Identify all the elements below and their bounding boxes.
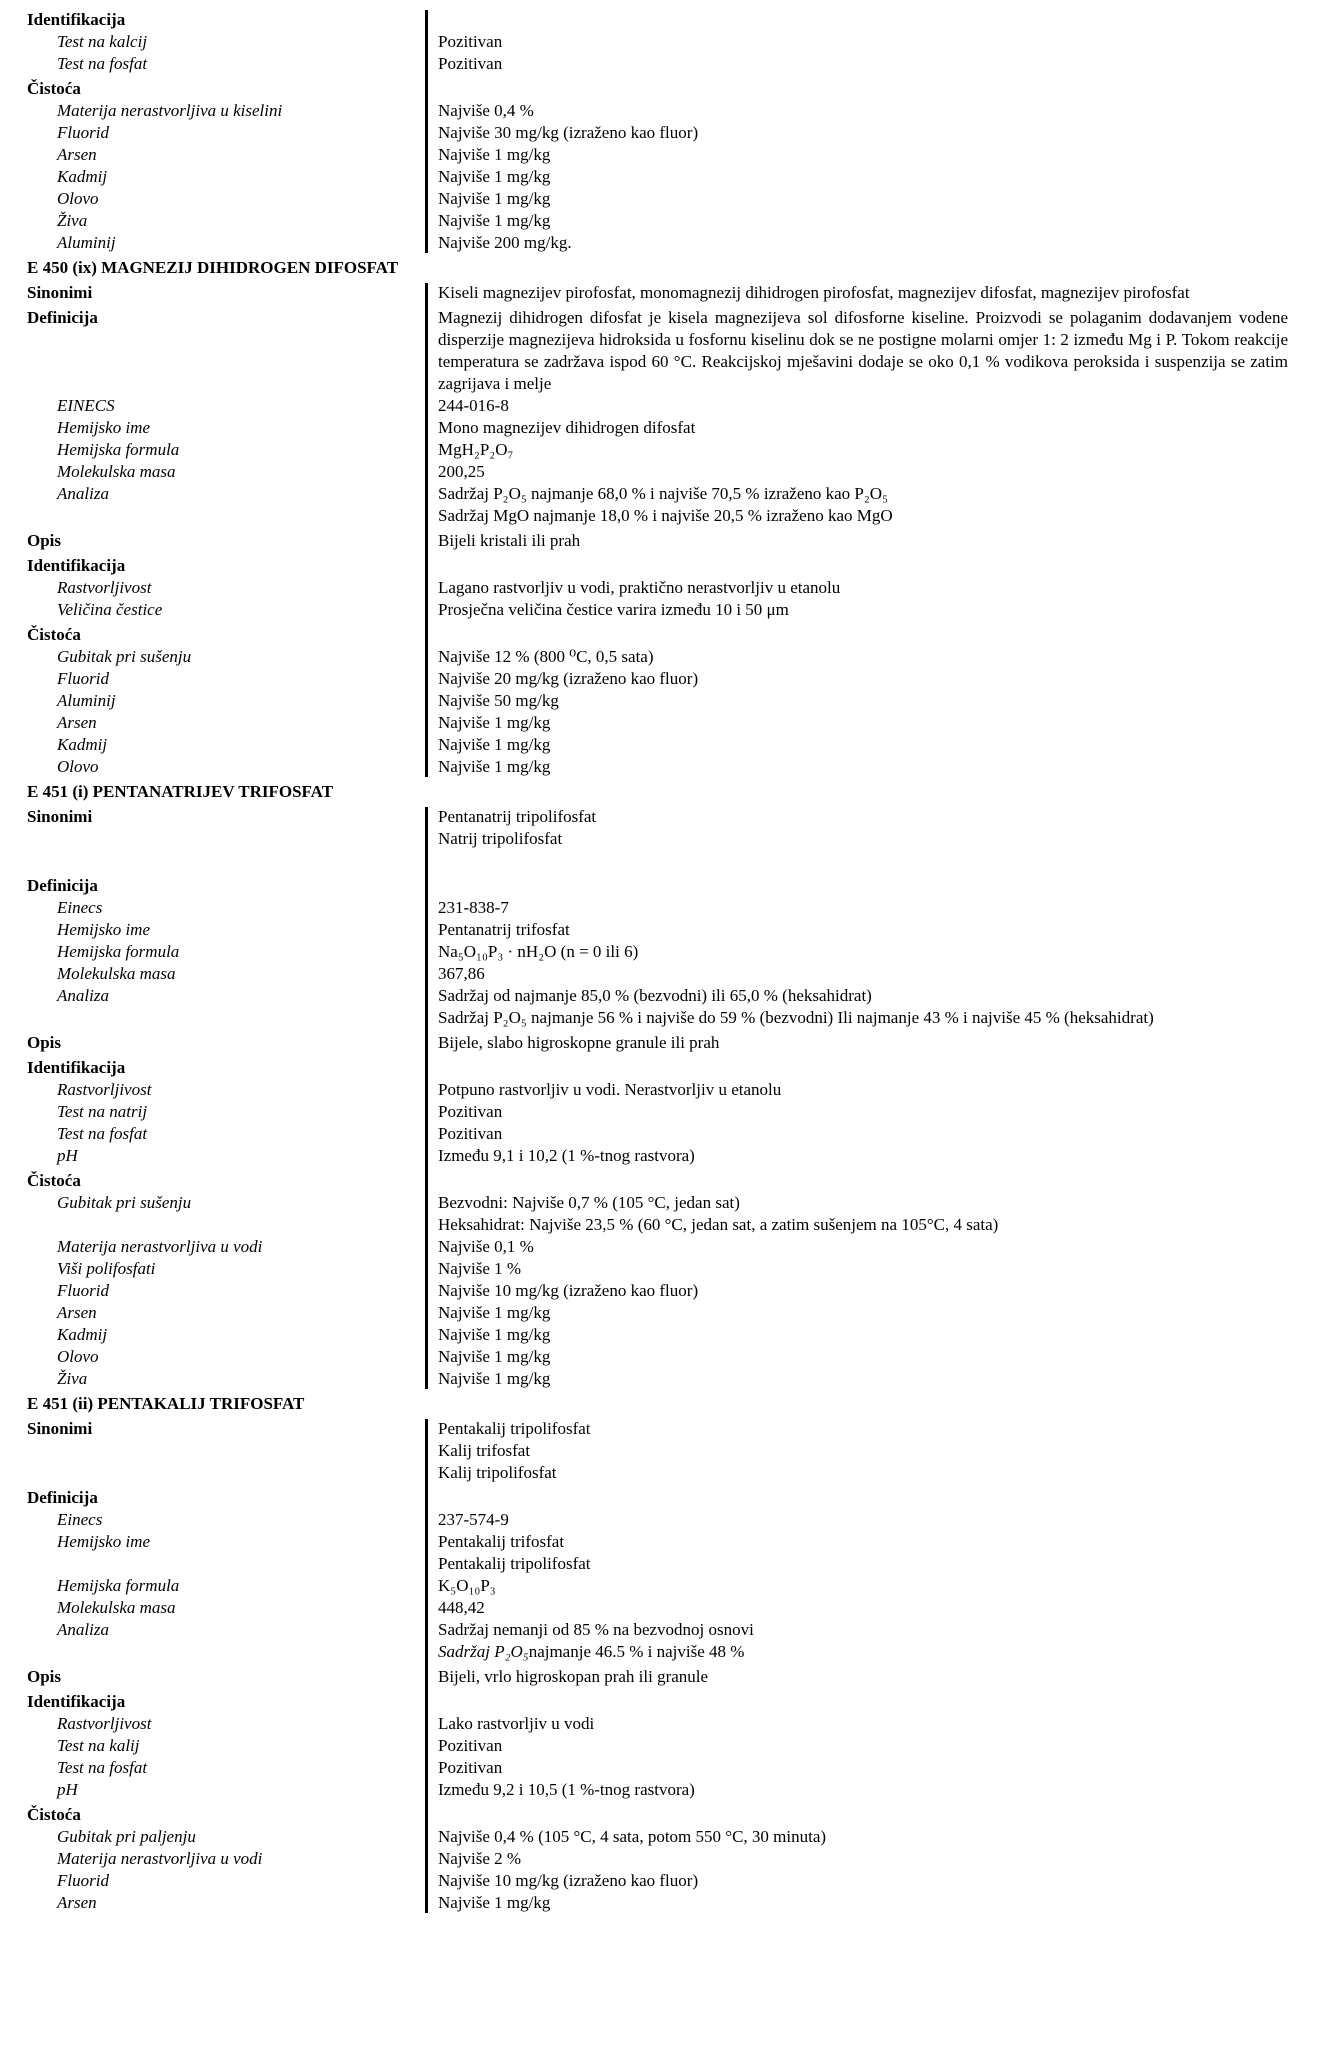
- spec-label: Gubitak pri sušenju: [57, 1193, 192, 1212]
- spec-row: [0, 690, 1340, 712]
- spec-label: pH: [57, 1146, 78, 1165]
- spec-value: Pozitivan: [438, 32, 503, 51]
- spec-label: [0, 1553, 425, 1575]
- spec-row: [0, 1531, 1340, 1553]
- spec-row: [0, 828, 1340, 850]
- spec-row: [0, 1145, 1340, 1167]
- spec-label: Kadmij: [57, 167, 108, 186]
- spec-row: [0, 395, 1340, 417]
- spec-value: Između 9,2 i 10,5 (1 %-tnog rastvora): [438, 1780, 695, 1799]
- spec-value: [425, 9, 1340, 31]
- spec-row: [0, 555, 1340, 577]
- spec-value: 231-838-7: [438, 898, 509, 917]
- spec-row: [0, 483, 1340, 505]
- spec-label: Analiza: [57, 1620, 109, 1639]
- spec-value: Lagano rastvorljiv u vodi, praktično nerastvorljiv u etanolu: [438, 578, 841, 597]
- spec-row: [0, 850, 1340, 872]
- spec-label: Sinonimi: [27, 1419, 93, 1438]
- spec-label: Test na kalij: [57, 1736, 140, 1755]
- spec-row: [0, 1487, 1340, 1509]
- spec-row: [0, 577, 1340, 599]
- spec-value: MgH₂P₂O₇: [438, 440, 514, 459]
- spec-label: Opis: [27, 1033, 62, 1052]
- spec-label: Molekulska masa: [57, 1598, 176, 1617]
- spec-row: [0, 439, 1340, 461]
- spec-label: Gubitak pri sušenju: [57, 647, 192, 666]
- spec-label: Čistoća: [27, 79, 81, 98]
- spec-value: 367,86: [438, 964, 485, 983]
- spec-label: [0, 1007, 425, 1029]
- spec-value: Najviše 30 mg/kg (izraženo kao fluor): [438, 123, 699, 142]
- section: [0, 806, 1340, 1390]
- spec-row: [0, 1302, 1340, 1324]
- spec-label: EINECS: [57, 396, 115, 415]
- additive-title: E 450 (ix) MAGNEZIJ DIHIDROGEN DIFOSFAT: [27, 258, 399, 277]
- spec-label: Arsen: [57, 145, 97, 164]
- spec-value: Bijeli kristali ili prah: [438, 531, 581, 550]
- spec-row: [0, 1553, 1340, 1575]
- spec-value: Najviše 2 %: [438, 1849, 522, 1868]
- spec-value: Najviše 1 mg/kg: [438, 713, 551, 732]
- column-separator-line: [425, 10, 428, 253]
- spec-value: Bijele, slabo higroskopne granule ili prah: [438, 1033, 720, 1052]
- spec-value: Najviše 1 mg/kg: [438, 1369, 551, 1388]
- spec-label: Fluorid: [57, 1281, 109, 1300]
- spec-row: [0, 624, 1340, 646]
- spec-label: [0, 1440, 425, 1462]
- spec-row: [0, 897, 1340, 919]
- spec-row: [0, 1848, 1340, 1870]
- spec-row: [0, 78, 1340, 100]
- spec-row: [0, 1057, 1340, 1079]
- spec-value: [425, 1691, 1340, 1713]
- spec-row: [0, 1440, 1340, 1462]
- spec-value: 200,25: [438, 462, 485, 481]
- spec-value: [425, 624, 1340, 646]
- additive-title: E 451 (i) PENTANATRIJEV TRIFOSFAT: [27, 782, 334, 801]
- spec-row: [0, 166, 1340, 188]
- spec-label: Definicija: [27, 1488, 98, 1507]
- spec-value: Najviše 0,1 %: [438, 1237, 534, 1256]
- spec-label: Arsen: [57, 1893, 97, 1912]
- spec-label: Test na fosfat: [57, 1758, 148, 1777]
- spec-value: Potpuno rastvorljiv u vodi. Nerastvorljiv u etanolu: [438, 1080, 782, 1099]
- spec-value: Sadržaj P₂O₅ najmanje 56 % i najviše do 59 % (bezvodni) Ili najmanje 43 % i najviše 45 % (heksahidrat): [438, 1008, 1154, 1027]
- spec-value: Kiseli magnezijev pirofosfat, monomagnezij dihidrogen pirofosfat, magnezijev difosfat, magnezijev pirofosfat: [438, 283, 1190, 302]
- spec-value: Mono magnezijev dihidrogen difosfat: [438, 418, 696, 437]
- spec-row: [0, 1007, 1340, 1029]
- spec-label: Analiza: [57, 484, 109, 503]
- spec-row: [0, 122, 1340, 144]
- spec-value: Pozitivan: [438, 1124, 503, 1143]
- spec-value: Pentakalij tripolifosfat: [438, 1419, 591, 1438]
- spec-row: [0, 188, 1340, 210]
- spec-label: Analiza: [57, 986, 109, 1005]
- spec-label: Olovo: [57, 189, 99, 208]
- spec-value: Najviše 1 mg/kg: [438, 1893, 551, 1912]
- spec-value: Između 9,1 i 10,2 (1 %-tnog rastvora): [438, 1146, 695, 1165]
- spec-value: Najviše 1 mg/kg: [438, 1303, 551, 1322]
- spec-row: [0, 1462, 1340, 1484]
- spec-row: [0, 1346, 1340, 1368]
- spec-label: Čistoća: [27, 1171, 81, 1190]
- spec-value: Sadržaj P₂O₅ najmanje 68,0 % i najviše 70,5 % izraženo kao P₂O₅: [438, 484, 889, 503]
- spec-value: 244-016-8: [438, 396, 509, 415]
- spec-row: [0, 1368, 1340, 1390]
- spec-row: [0, 1666, 1340, 1688]
- column-separator-line: [425, 807, 428, 1389]
- spec-row: [0, 985, 1340, 1007]
- spec-row: [0, 1870, 1340, 1892]
- spec-row: [0, 505, 1340, 527]
- spec-label: Aluminij: [57, 691, 116, 710]
- spec-value: Najviše 200 mg/kg.: [438, 233, 572, 252]
- spec-row: [0, 1735, 1340, 1757]
- spec-row: [0, 668, 1340, 690]
- spec-value: Najviše 10 mg/kg (izraženo kao fluor): [438, 1281, 699, 1300]
- spec-label: Opis: [27, 1667, 62, 1686]
- spec-label: Fluorid: [57, 669, 109, 688]
- spec-value: Sadržaj nemanji od 85 % na bezvodnoj osnovi: [438, 1620, 754, 1639]
- spec-label: Rastvorljivost: [57, 1080, 152, 1099]
- spec-label: Živa: [57, 1369, 88, 1388]
- spec-value: K₅O₁₀P₃: [438, 1576, 496, 1595]
- spec-value: Najviše 1 mg/kg: [438, 1347, 551, 1366]
- spec-value: Najviše 0,4 %: [438, 101, 534, 120]
- spec-label: Fluorid: [57, 1871, 109, 1890]
- spec-row: [0, 1826, 1340, 1848]
- spec-row: [0, 1280, 1340, 1302]
- spec-row: [0, 1619, 1340, 1641]
- spec-label: Materija nerastvorljiva u vodi: [57, 1237, 263, 1256]
- spec-label: Živa: [57, 211, 88, 230]
- spec-value: [425, 850, 1340, 872]
- spec-value: Najviše 1 mg/kg: [438, 167, 551, 186]
- spec-label: Identifikacija: [27, 10, 126, 29]
- spec-value: [425, 1170, 1340, 1192]
- spec-row: [0, 1575, 1340, 1597]
- spec-value: Pozitivan: [438, 1736, 503, 1755]
- spec-label: [0, 828, 425, 850]
- spec-row: [0, 1779, 1340, 1801]
- spec-row: [0, 1757, 1340, 1779]
- spec-row: [0, 307, 1340, 395]
- spec-row: [0, 530, 1340, 552]
- spec-label: Veličina čestice: [57, 600, 163, 619]
- spec-row: [0, 963, 1340, 985]
- spec-label: Definicija: [27, 308, 98, 327]
- spec-label: Kadmij: [57, 735, 108, 754]
- spec-row: [0, 646, 1340, 668]
- spec-row: [0, 1713, 1340, 1735]
- spec-value: Kalij trifosfat: [438, 1441, 531, 1460]
- spec-row: [0, 100, 1340, 122]
- spec-row: [0, 1214, 1340, 1236]
- spec-label: Rastvorljivost: [57, 1714, 152, 1733]
- spec-label: Hemijska formula: [57, 942, 180, 961]
- spec-value: Sadržaj od najmanje 85,0 % (bezvodni) ili 65,0 % (heksahidrat): [438, 986, 872, 1005]
- column-separator-line: [425, 283, 428, 777]
- spec-label: Hemijska formula: [57, 440, 180, 459]
- spec-row: [0, 599, 1340, 621]
- spec-value: [425, 1487, 1340, 1509]
- spec-label: Čistoća: [27, 1805, 81, 1824]
- spec-value: Najviše 1 mg/kg: [438, 189, 551, 208]
- spec-value: [425, 875, 1340, 897]
- spec-row: [0, 875, 1340, 897]
- spec-row: [0, 1258, 1340, 1280]
- spec-row: [0, 144, 1340, 166]
- spec-label: pH: [57, 1780, 78, 1799]
- spec-value: Pozitivan: [438, 54, 503, 73]
- spec-label: Viši polifosfati: [57, 1259, 156, 1278]
- spec-label: [0, 1462, 425, 1484]
- spec-value: Pozitivan: [438, 1758, 503, 1777]
- spec-row: [0, 734, 1340, 756]
- spec-label: Identifikacija: [27, 1058, 126, 1077]
- spec-row: [0, 941, 1340, 963]
- section: [0, 282, 1340, 778]
- spec-row: [0, 9, 1340, 31]
- spec-label: Identifikacija: [27, 556, 126, 575]
- spec-row: [0, 1032, 1340, 1054]
- spec-value: 237-574-9: [438, 1510, 509, 1529]
- spec-label: Materija nerastvorljiva u kiselini: [57, 101, 283, 120]
- spec-row: [0, 1324, 1340, 1346]
- spec-label: Test na fosfat: [57, 54, 148, 73]
- spec-row: [0, 282, 1340, 304]
- spec-label: Arsen: [57, 1303, 97, 1322]
- section: [0, 9, 1340, 254]
- spec-row: [0, 461, 1340, 483]
- spec-row: [0, 1892, 1340, 1914]
- spec-value: Najviše 1 mg/kg: [438, 145, 551, 164]
- spec-row: [0, 31, 1340, 53]
- spec-label: [0, 1641, 425, 1663]
- section: [0, 1418, 1340, 1914]
- spec-label: Gubitak pri paljenju: [57, 1827, 196, 1846]
- spec-row: [0, 756, 1340, 778]
- spec-label: Aluminij: [57, 233, 116, 252]
- spec-label: Identifikacija: [27, 1692, 126, 1711]
- spec-label: [0, 1214, 425, 1236]
- spec-value: [425, 78, 1340, 100]
- spec-label: Hemijsko ime: [57, 418, 151, 437]
- spec-row: [0, 417, 1340, 439]
- spec-label: Hemijska formula: [57, 1576, 180, 1595]
- spec-row: [0, 919, 1340, 941]
- spec-value-part: najmanje 46.5 % i najviše 48 %: [528, 1642, 745, 1661]
- spec-value: Bijeli, vrlo higroskopan prah ili granule: [438, 1667, 709, 1686]
- spec-label: Test na kalcij: [57, 32, 148, 51]
- spec-value: Pentakalij trifosfat: [438, 1532, 565, 1551]
- spec-label: Molekulska masa: [57, 462, 176, 481]
- spec-value: Lako rastvorljiv u vodi: [438, 1714, 595, 1733]
- spec-row: [0, 1641, 1340, 1663]
- spec-label: Rastvorljivost: [57, 578, 152, 597]
- spec-label: Kadmij: [57, 1325, 108, 1344]
- spec-label: Test na fosfat: [57, 1124, 148, 1143]
- spec-label: Sinonimi: [27, 283, 93, 302]
- spec-label: Hemijsko ime: [57, 920, 151, 939]
- spec-row: [0, 1170, 1340, 1192]
- spec-row: [0, 210, 1340, 232]
- spec-row: [0, 232, 1340, 254]
- spec-label: Sinonimi: [27, 807, 93, 826]
- spec-value: Najviše 1 %: [438, 1259, 522, 1278]
- spec-label: Materija nerastvorljiva u vodi: [57, 1849, 263, 1868]
- spec-value: Sadržaj MgO najmanje 18,0 % i najviše 20,5 % izraženo kao MgO: [438, 506, 893, 525]
- spec-row: [0, 806, 1340, 828]
- spec-label: Molekulska masa: [57, 964, 176, 983]
- spec-label: Definicija: [27, 876, 98, 895]
- spec-label: [0, 505, 425, 527]
- spec-value: Najviše 20 mg/kg (izraženo kao fluor): [438, 669, 699, 688]
- spec-row: [0, 1418, 1340, 1440]
- spec-value: Prosječna veličina čestice varira između 10 i 50 μm: [438, 600, 789, 619]
- spec-row: [0, 1691, 1340, 1713]
- spec-row: [0, 1804, 1340, 1826]
- spec-value: [425, 555, 1340, 577]
- column-separator-line: [425, 1419, 428, 1913]
- spec-row: [0, 1101, 1340, 1123]
- spec-value: Natrij tripolifosfat: [438, 829, 563, 848]
- spec-value: Najviše 1 mg/kg: [438, 735, 551, 754]
- spec-value: Pozitivan: [438, 1102, 503, 1121]
- spec-value: Pentanatrij tripolifosfat: [438, 807, 597, 826]
- spec-value: Najviše 1 mg/kg: [438, 1325, 551, 1344]
- spec-label: [0, 850, 425, 872]
- spec-row: [0, 1597, 1340, 1619]
- spec-row: [0, 1123, 1340, 1145]
- spec-value: Pentakalij tripolifosfat: [438, 1554, 591, 1573]
- spec-value: Bezvodni: Najviše 0,7 % (105 °C, jedan sat): [438, 1193, 740, 1212]
- spec-value: [425, 1057, 1340, 1079]
- spec-row: [0, 53, 1340, 75]
- spec-label: Test na natrij: [57, 1102, 148, 1121]
- spec-label: Olovo: [57, 757, 99, 776]
- spec-value: Magnezij dihidrogen difosfat je kisela magnezijeva sol difosforne kiseline. Proizvodi se polaganim dodavanjem vodene disperzije magnezijeva hidroksida u fosfornu kiselinu dok se ne postigne molarni omjer 1: 2 između Mg i P. Tokom reakcije temperatura se zadržava ispod 60 °C. Reakcijskoj mješavini dodaje se oko 0,1 % vodikova peroksida i suspenzija se zatim zagrijava i melje: [438, 308, 1288, 393]
- spec-value: Pentanatrij trifosfat: [438, 920, 570, 939]
- spec-value: Najviše 12 % (800 ⁰C, 0,5 sata): [438, 647, 654, 666]
- spec-value: Najviše 1 mg/kg: [438, 211, 551, 230]
- spec-value-part: Sadržaj P₂O₅: [438, 1642, 529, 1661]
- spec-label: Olovo: [57, 1347, 99, 1366]
- additive-title: E 451 (ii) PENTAKALIJ TRIFOSFAT: [27, 1394, 305, 1413]
- spec-row: [0, 1079, 1340, 1101]
- spec-label: Einecs: [57, 898, 103, 917]
- spec-value: Najviše 1 mg/kg: [438, 757, 551, 776]
- spec-label: Hemijsko ime: [57, 1532, 151, 1551]
- spec-value: Najviše 10 mg/kg (izraženo kao fluor): [438, 1871, 699, 1890]
- spec-value: Najviše 0,4 % (105 °C, 4 sata, potom 550 °C, 30 minuta): [438, 1827, 827, 1846]
- spec-value: Heksahidrat: Najviše 23,5 % (60 °C, jedan sat, a zatim sušenjem na 105°C, 4 sata): [438, 1215, 999, 1234]
- spec-value: Najviše 50 mg/kg: [438, 691, 559, 710]
- spec-label: Einecs: [57, 1510, 103, 1529]
- spec-row: [0, 1236, 1340, 1258]
- spec-row: [0, 712, 1340, 734]
- spec-value: [425, 1641, 1340, 1663]
- spec-value: 448,42: [438, 1598, 485, 1617]
- spec-value: [425, 1804, 1340, 1826]
- spec-value: Na₅O₁₀P₃ · nH₂O (n = 0 ili 6): [438, 942, 639, 961]
- spec-row: [0, 1509, 1340, 1531]
- spec-label: Čistoća: [27, 625, 81, 644]
- spec-value: Kalij tripolifosfat: [438, 1463, 557, 1482]
- spec-label: Opis: [27, 531, 62, 550]
- spec-label: Arsen: [57, 713, 97, 732]
- spec-label: Fluorid: [57, 123, 109, 142]
- spec-row: [0, 1192, 1340, 1214]
